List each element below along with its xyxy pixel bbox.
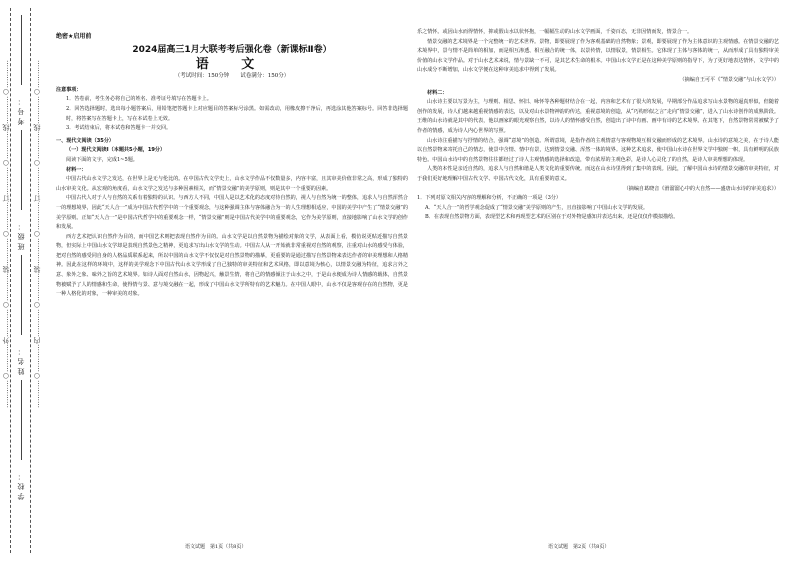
class-field-label: 班级： [17,220,25,250]
reading-instruction: 阅读下面的文字，完成1~5题。 [66,156,138,163]
paper-title: 2024届高三1月大联考考后强化卷（新课标Ⅱ卷） [132,45,332,55]
question-1-option-a: A．“天人合一”的哲学观念促成了“情景交融”美学原则的产生，且直接影响了中国山水文学的发展。 [425,204,648,211]
binding-margin [0,0,40,561]
name-field-label: 姓名： [17,345,25,375]
name-field-line[interactable] [21,255,22,335]
left-paragraph-3: 西方艺术把认识自然作为目的，而中国艺术则把表现自然作为目的。山水文学是以自然景物为描绘对象的文学，从表面上看，模仿说更贴近描写自然景物，但实际上中国山水文学却是表现自然景色之精神，更追求写出山水文学的生动。中国古人从一开始就非常重视对自然的观察，注重对山水的感受与体验，把对自然的感受同自身的人格品质联系起来，所以中国的山水文学不仅仅是对自然景物的描摹，更重要的是通过描写自然景物来表达作者的审美理想和人格精神。因此在这样的环境中，这样的美学观念下中国古代山水文学形成了自己独特的审美特征和艺术风格，即以意境为核心，以情景交融为特征，追求言外之意、象外之象、味外之旨的艺术境界。如诗人面对自然山水，因物起兴，触景生情，将自己的情感倾注于山水之中，于是山水便成为诗人情感的载体，自然景物被赋予了人的情感和生命，使得情与景、意与境交融在一起，形成了中国山水文学所特有的艺术魅力。在中国人眼中，山水不仅是客观存在的自然物，更是一种人格化的对象，一种审美的对象。 [56,233,408,298]
notice-item-3: 3．考试结束后，将本试卷和答题卡一并交回。 [66,125,172,132]
left-paragraph-2: 中国古代人对于人与自然的关系有着独特的认识。与西方人不同，中国人是以艺术化的态度对待自然的，视人与自然为统一的整体，追求人与自然浑然合一的理想境界，因此“天人合一”成为中国古代哲学中的一个重要观念，与这种强调主体与客体融合为一的人生理想相适应，中国的美学中产生了“情景交融”的美学原则。正如“天人合一”是中国古代哲学中的重要观念一样，“情景交融”则是中国古代美学中的重要观念，它作为美学原则，直接地影响了山水文学的创作和发展。 [56,195,408,231]
material1-label: 材料一： [66,166,87,173]
right-paragraph-5: 人类的本性是亲近自然的，追求人与自然和谐是人类文化的重要传统。而这在山水诗里得到了集中的表现。因此，了解中国山水诗的情景交融的审美特征，对于我们更好地理解中国古代文学、中国古代文化，具有重要的意义。 [417,166,779,182]
subject-title: 语 文 [195,56,269,72]
exam-info: （考试时间：150分钟 试卷满分：150分） [174,73,290,80]
outer-binding-label: …………○…………外…………○…………装…………○…………订…………○…………线…………○………… [2,60,10,408]
right-paragraph-2: 情景交融的艺术境界是一个完整统一的艺术世界。景物，即要展现了作为客观基础的自然物象；景观，即要展现了作为主体意识的主观情感。在情景交融的艺术境界中，景与情不是简单的相加，而是相互渗透、相互融合的统一体，以景传情，以情驭景，情景相生。它体现了主体与客体的统一，从而形成了具有独特审美价值的山水文学作品。对于山水艺术来说，情与景缺一不可，是其艺术生命的根本。中国山水文学正是在这种美学原则的指导下，为了更好地表达情怀，文学中的山水成分不断增加，山水文学便在这种审美追求中得到了发展。 [417,38,779,74]
material2-label: 材料二： [427,89,448,96]
school-field-label: 学校： [17,470,25,500]
notice-item-2: 2．回答选择题时，选出每小题答案后，用铅笔把答题卡上对应题目的答案标号涂黑。如需改动，用橡皮擦干净后，再选涂其他答案标号。回答非选择题时，将答案写在答题卡上，写在本试卷上无效。 [66,105,408,122]
inner-cut-line [30,8,31,553]
school-field-line[interactable] [21,380,22,460]
question-1-option-b: B．在表现自然景物方面，表现型艺术和再现型艺术的区别在于对外物是感知并表达出来，还是仅仅作模拟描绘。 [425,214,679,221]
class-field-line[interactable] [21,130,22,210]
exam-number-field-label: 考号： [17,95,25,125]
right-column [417,28,779,223]
right-paragraph-1: 乐之情怀。或因山水而得情怀，抑或假山水以状怀抱，一幅幅生动的山水文学画面，千姿百态，无非因情而发，情景合一。 [417,29,693,35]
material2-source: （摘编自葛晓音《滑溜溜心中的大自然——盛唐山水诗的审美追求》） [623,185,779,192]
secret-mark: 绝密★启用前 [56,33,92,40]
left-paragraph-1: 中国古代山水文学之发达，在世界上是无与伦比的。在中国古代文学史上，山水文学作品不仅数量多，内容丰富，且其审美价值非常之高，形成了独特的山水审美文化。从宏观的角度看，山水文学之发达与多种因素相关，而“情景交融”的美学原则，则是其中一个重要的因素。 [56,176,408,192]
footer-left: 语文试题 第1页（共8页） [185,544,247,550]
footer-right: 语文试题 第2页（共8页） [548,544,610,550]
question-1-stem: 1．下列对原文相关内容的理解和分析，不正确的一项是（3分） [417,195,562,202]
section-heading: 一、现代文阅读（35分） [56,137,115,144]
right-paragraph-4: 山水诗注重描写与抒情的结合，强调“意境”的创造。所谓意境，是指作者的主观情意与客观物境互相交融而形成的艺术境界。山水诗的意境之美，在于诗人能以自然景物来寄托自己的情志，使景中含情、情中有景，达到情景交融、浑然一体的境界。这种艺术追求，使中国山水诗在世界文学中独树一帜，具有鲜明的民族特色。中国山水诗中的自然景物往往都经过了诗人主观情感的选择和改造，带有浓厚的主观色彩，是诗人心灵化了的自然，是诗人审美理想的体现。 [417,137,779,163]
right-paragraph-3: 山水诗主要以写景为主，与理则、相思、怀旧、咏怀等各种题材结合在一起，内容和艺术有了很大的发展，早期部分作品追求写山水景物的逼真形似，但随着创作的发展，诗人们越来越重视情感的表达，以及对山水景物神韵的传达，重视意境的创造，从“巧构形似之言”走向“情景交融”，进入了山水诗创作的成熟阶段。王维的山水诗就是其中的代表，他以画家的眼光观察自然，以诗人的情怀感受自然，创造出了诗中有画、画中有诗的艺术境界。在其笔下，自然景物常常被赋予了作者的情感，成为诗人内心世界的写照。 [417,99,779,134]
material1-source: （摘编自王可平《“情景交融”与山水文学》） [679,76,779,83]
inner-binding-label: …………○…………内…………○…………装…………○…………订…………○…………线…………○………… [33,60,41,408]
left-column [56,28,408,300]
exam-number-field-line[interactable] [21,15,22,85]
notice-heading: 注意事项： [56,86,82,93]
notice-item-1: 1．答卷前，考生务必将自己的姓名、准考证号填写在答题卡上。 [66,96,212,103]
subsection-heading: （一）现代文阅读Ⅰ（本题共5小题，19分） [66,147,166,154]
